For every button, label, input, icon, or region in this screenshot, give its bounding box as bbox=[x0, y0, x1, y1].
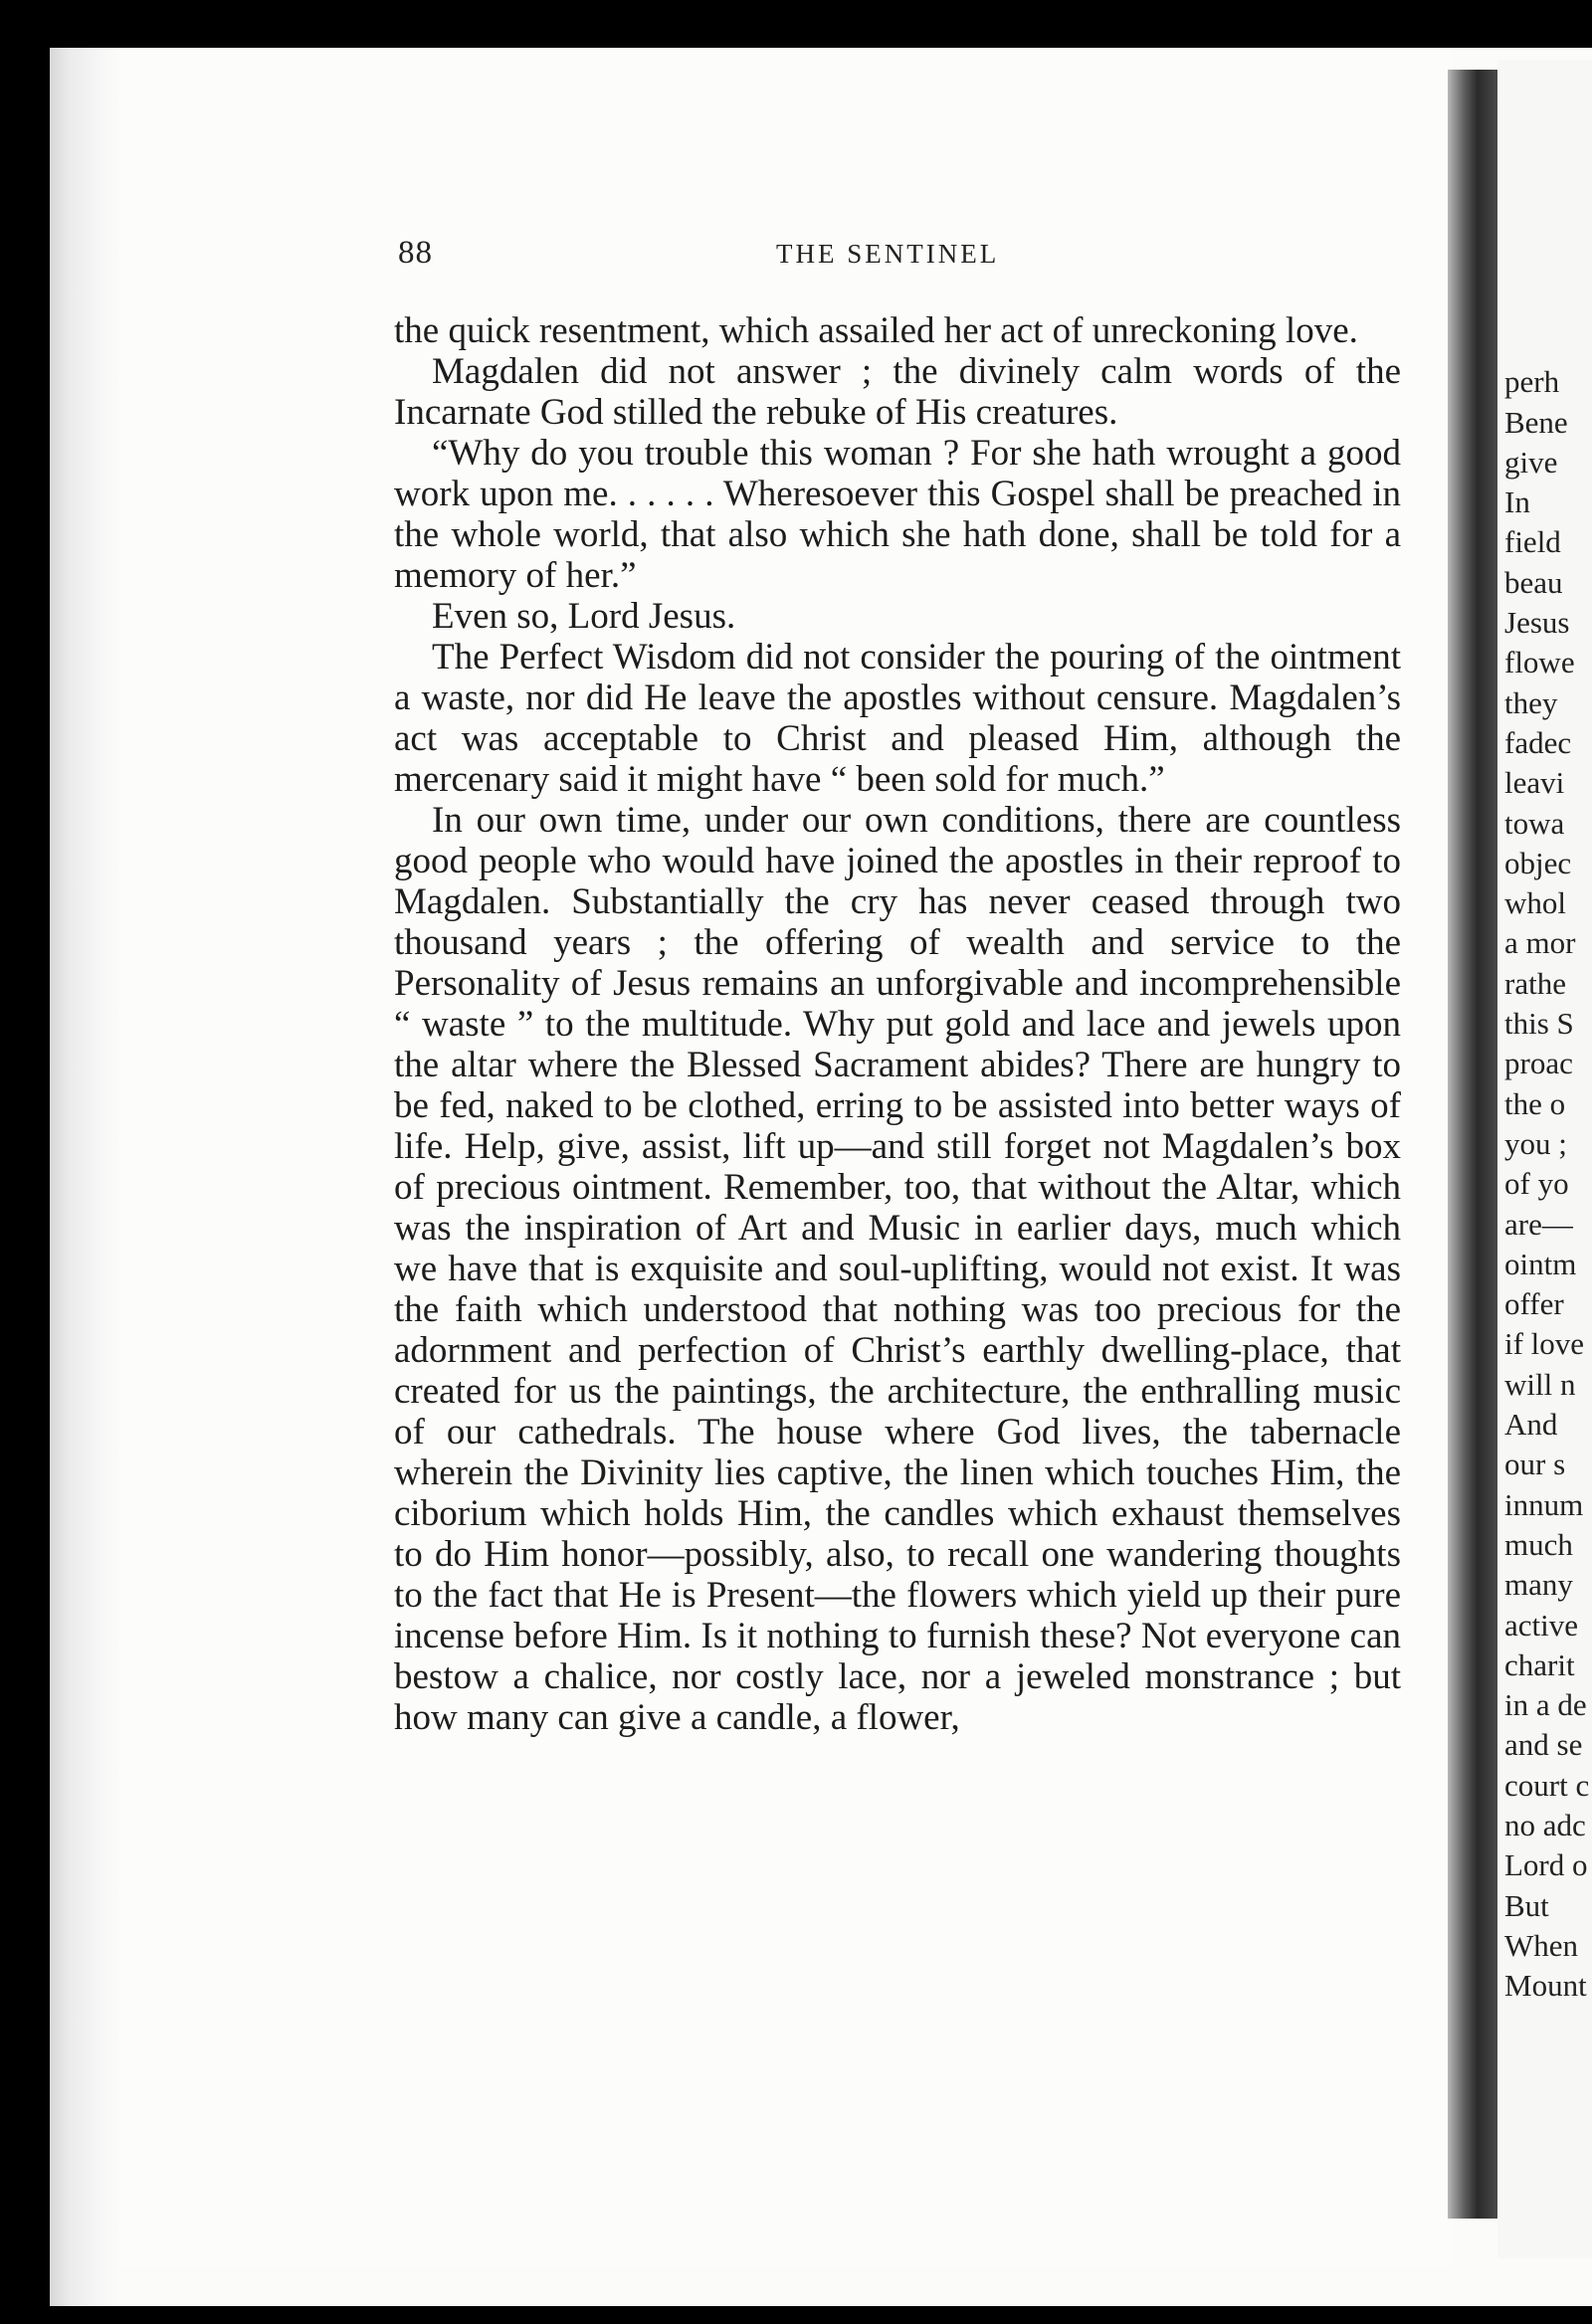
right-page-line: ointm bbox=[1504, 1246, 1577, 1281]
right-page-line: this S bbox=[1504, 1006, 1574, 1042]
right-page-line: Jesus bbox=[1504, 605, 1570, 641]
paragraph: In our own time, under our own conditions, there are countless good people who would have joined the apostles in their reproof to Magdalen. Substantially the cry has never ceased through two thousand years ; the offering of wealth and service to the Personality of Jesus remains an unforgivable and incomprehensible “ waste ” to the multitude. Why put gold and lace and jewels upon the altar where the Blessed Sacrament abides? There are hungry to be fed, naked to be clothed, erring to be assisted into better ways of life. Help, give, assist, lift up—and still forget not Magdalen’s box of precious ointment. Remember, too, that without the Altar, which was the inspiration of Art and Music in earlier days, much which we have that is exquisite and soul-uplifting, would not exist. It was the faith which understood that nothing was too precious for the adornment and perfection of Christ’s earthly dwelling-place, that created for us the paintings, the architecture, the enthralling music of our cathedrals. The house where God lives, the tabernacle wherein the Divinity lies captive, the linen which touches Him, the ciborium which holds Him, the candles which exhaust themselves to do Him honor—possibly, also, to recall one wandering thoughts to the fact that He is Present—the flowers which yield up their pure incense before Him. Is it nothing to furnish these? Not everyone can bestow a chalice, nor costly lace, nor a jeweled monstrance ; but how many can give a candle, a flower, bbox=[394, 800, 1401, 1738]
right-page-line: flowe bbox=[1504, 645, 1575, 680]
right-page-line: many bbox=[1504, 1567, 1573, 1603]
paragraph: the quick resentment, which assailed her act of unreckoning love. bbox=[394, 310, 1358, 351]
right-page-line: objec bbox=[1504, 845, 1572, 880]
right-page-line: no adc bbox=[1504, 1807, 1586, 1842]
right-page-line: are— bbox=[1504, 1206, 1573, 1242]
right-page-line: charit bbox=[1504, 1646, 1575, 1682]
right-page-line: field bbox=[1504, 524, 1561, 560]
right-page-line: if love bbox=[1504, 1326, 1585, 1362]
right-page-line: offer bbox=[1504, 1286, 1564, 1322]
quotation-paragraph: “Why do you trouble this woman ? For she hath wrought a good work upon me. . . . . . Wheresoever this Gospel shall be preached in the whole world, that also which she hath done, shall be told for a memory of her.” bbox=[394, 433, 1401, 596]
right-page-line: proac bbox=[1504, 1046, 1573, 1081]
right-page-line: in a de bbox=[1504, 1687, 1587, 1723]
right-page-line: rathe bbox=[1504, 965, 1566, 1001]
page-number: 88 bbox=[398, 235, 433, 271]
right-page-line: Mount bbox=[1504, 1968, 1587, 2004]
right-page-line bbox=[1504, 322, 1592, 362]
right-page-line: leavi bbox=[1504, 765, 1565, 801]
right-page-line: will n bbox=[1504, 1366, 1576, 1402]
right-page-line: And bbox=[1504, 1407, 1558, 1443]
right-page-line: Bene bbox=[1504, 404, 1568, 440]
right-page-line: much bbox=[1504, 1526, 1573, 1562]
right-page-line: our s bbox=[1504, 1447, 1566, 1482]
right-page-text bbox=[1504, 322, 1592, 2006]
right-page-line: the o bbox=[1504, 1085, 1566, 1121]
right-page-line: When bbox=[1504, 1927, 1579, 1963]
paragraph: The Perfect Wisdom did not consider the pouring of the ointment a waste, nor did He leave the apostles without censure. Magdalen’s act was acceptable to Christ and pleased Him, although the mercenary said it might have “ been sold for much.” bbox=[394, 637, 1401, 800]
right-page-line: In bbox=[1504, 484, 1530, 520]
right-page-line: of yo bbox=[1504, 1166, 1569, 1202]
right-page-line: you ; bbox=[1504, 1125, 1567, 1161]
right-page-line: Lord o bbox=[1504, 1847, 1588, 1883]
right-page-line: perh bbox=[1504, 364, 1560, 400]
body-text bbox=[394, 310, 1401, 1738]
running-title: THE SENTINEL bbox=[776, 239, 1000, 269]
right-page-line: and se bbox=[1504, 1727, 1583, 1763]
right-page-line: active bbox=[1504, 1607, 1579, 1643]
running-head bbox=[398, 235, 1403, 275]
right-page-line: beau bbox=[1504, 564, 1563, 600]
right-page-line: towa bbox=[1504, 805, 1565, 841]
right-page-line: court c bbox=[1504, 1767, 1590, 1803]
right-page-line: whol bbox=[1504, 885, 1566, 921]
right-page-line: But bbox=[1504, 1887, 1549, 1923]
right-page-line: fadec bbox=[1504, 724, 1572, 760]
right-page-line: they bbox=[1504, 684, 1558, 720]
right-page-line: innum bbox=[1504, 1486, 1584, 1522]
right-page-line: a mor bbox=[1504, 925, 1576, 961]
left-gutter-shadow bbox=[50, 48, 119, 2306]
paragraph: Even so, Lord Jesus. bbox=[432, 596, 736, 637]
paragraph: Magdalen did not answer ; the divinely calm words of the Incarnate God stilled the rebuke of His creatures. bbox=[394, 351, 1401, 433]
book-spine-shadow bbox=[1448, 70, 1497, 2219]
right-page-line: give bbox=[1504, 444, 1558, 480]
